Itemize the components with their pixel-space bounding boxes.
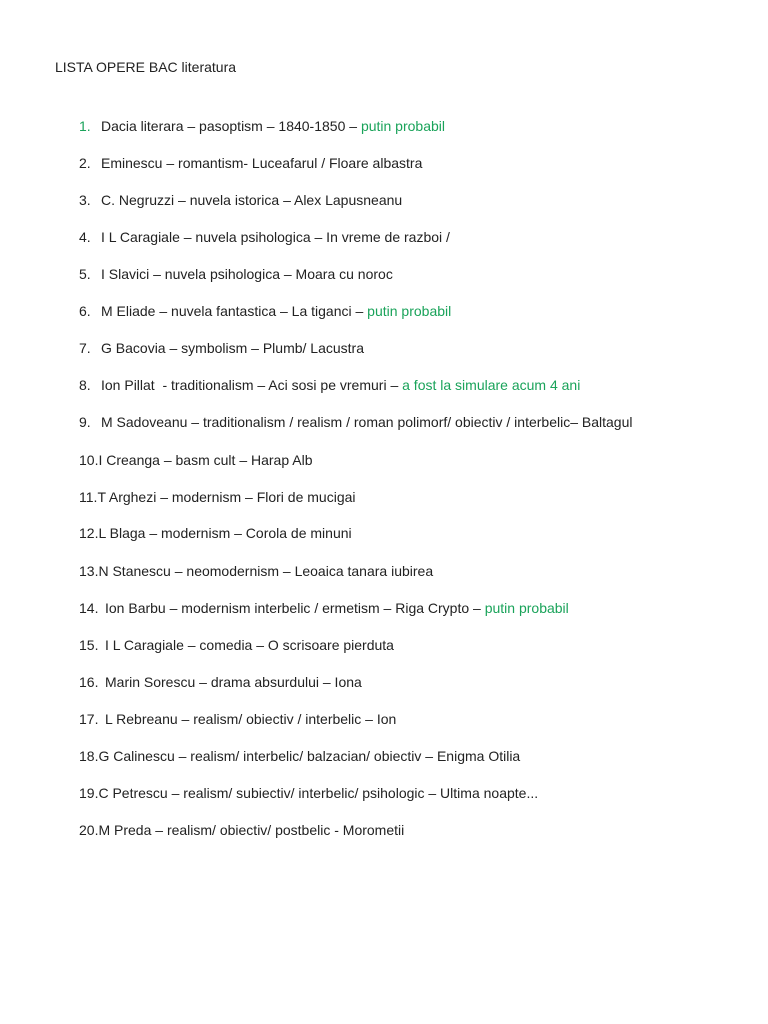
list-item xyxy=(79,600,569,617)
list-item-text: T Arghezi – modernism – Flori de mucigai xyxy=(97,489,356,505)
list-item xyxy=(79,674,362,691)
list-item xyxy=(79,563,433,580)
list-item xyxy=(79,785,538,802)
list-number: 19. xyxy=(79,785,99,801)
list-item xyxy=(79,525,352,542)
list-item xyxy=(79,489,356,506)
list-item-text: M Eliade – nuvela fantastica – La tiganci – xyxy=(101,303,368,319)
list-item xyxy=(79,340,364,357)
list-item-text: Eminescu – romantism- Luceafarul / Floare albastra xyxy=(101,155,423,171)
list-item-text: G Calinescu – realism/ interbelic/ balzacian/ obiectiv – Enigma Otilia xyxy=(98,748,521,764)
list-item xyxy=(79,748,520,765)
list-item-text: M Preda – realism/ obiectiv/ postbelic - Morometii xyxy=(98,822,405,838)
list-number: 2. xyxy=(79,155,91,171)
list-item-note: putin probabil xyxy=(484,600,569,616)
list-item xyxy=(79,192,402,209)
list-item-note: putin probabil xyxy=(367,303,452,319)
list-number: 11. xyxy=(79,489,98,505)
list-number: 10. xyxy=(79,452,99,468)
list-number: 13. xyxy=(79,563,99,579)
list-item xyxy=(79,822,404,839)
list-number: 17. xyxy=(79,711,99,727)
list-item xyxy=(79,155,422,172)
list-number: 7. xyxy=(79,340,91,356)
document-title: LISTA OPERE BAC literatura xyxy=(55,59,237,75)
list-item-text: I L Caragiale – comedia – O scrisoare pierduta xyxy=(105,637,394,653)
list-item-text: Dacia literara – pasoptism – 1840-1850 – xyxy=(101,118,361,134)
list-item-text: L Rebreanu – realism/ obiectiv / interbelic – Ion xyxy=(105,711,397,727)
list-item xyxy=(79,377,580,394)
list-number: 16. xyxy=(79,674,99,690)
list-number: 4. xyxy=(79,229,91,245)
list-item xyxy=(79,452,312,469)
list-item-text: G Bacovia – symbolism – Plumb/ Lacustra xyxy=(101,340,364,356)
list-item xyxy=(79,414,632,431)
list-item-text: Marin Sorescu – drama absurdului – Iona xyxy=(105,674,362,690)
list-item xyxy=(79,303,451,320)
list-item-text: M Sadoveanu – traditionalism / realism / roman polimorf/ obiectiv / interbelic– Baltagul xyxy=(101,414,633,430)
list-item-text: Ion Barbu – modernism interbelic / ermetism – Riga Crypto – xyxy=(105,600,485,616)
list-item-text: I Slavici – nuvela psihologica – Moara cu noroc xyxy=(101,266,393,282)
list-item xyxy=(79,229,450,246)
list-number: 15. xyxy=(79,637,99,653)
list-item-text: C. Negruzzi – nuvela istorica – Alex Lapusneanu xyxy=(101,192,403,208)
list-item xyxy=(79,637,394,654)
list-item-text: C Petrescu – realism/ subiectiv/ interbelic/ psihologic – Ultima noapte... xyxy=(98,785,539,801)
list-number: 18. xyxy=(79,748,99,764)
list-number: 5. xyxy=(79,266,91,282)
list-item-text: L Blaga – modernism – Corola de minuni xyxy=(98,525,352,541)
list-number: 14. xyxy=(79,600,99,616)
list-item-text: Ion Pillat - traditionalism – Aci sosi pe vremuri – xyxy=(101,377,403,393)
list-item-note: putin probabil xyxy=(360,118,445,134)
list-item xyxy=(79,266,393,283)
list-number: 1. xyxy=(79,118,91,134)
list-number: 20. xyxy=(79,822,99,838)
list-number: 6. xyxy=(79,303,91,319)
list-item xyxy=(79,711,396,728)
list-number: 9. xyxy=(79,414,91,430)
list-number: 3. xyxy=(79,192,91,208)
list-number: 12. xyxy=(79,525,99,541)
list-item-text: N Stanescu – neomodernism – Leoaica tanara iubirea xyxy=(98,563,434,579)
list-item xyxy=(79,118,445,135)
list-item-text: I Creanga – basm cult – Harap Alb xyxy=(98,452,313,468)
list-number: 8. xyxy=(79,377,91,393)
list-item-text: I L Caragiale – nuvela psihologica – In vreme de razboi / xyxy=(101,229,450,245)
list-item-note: a fost la simulare acum 4 ani xyxy=(402,377,581,393)
